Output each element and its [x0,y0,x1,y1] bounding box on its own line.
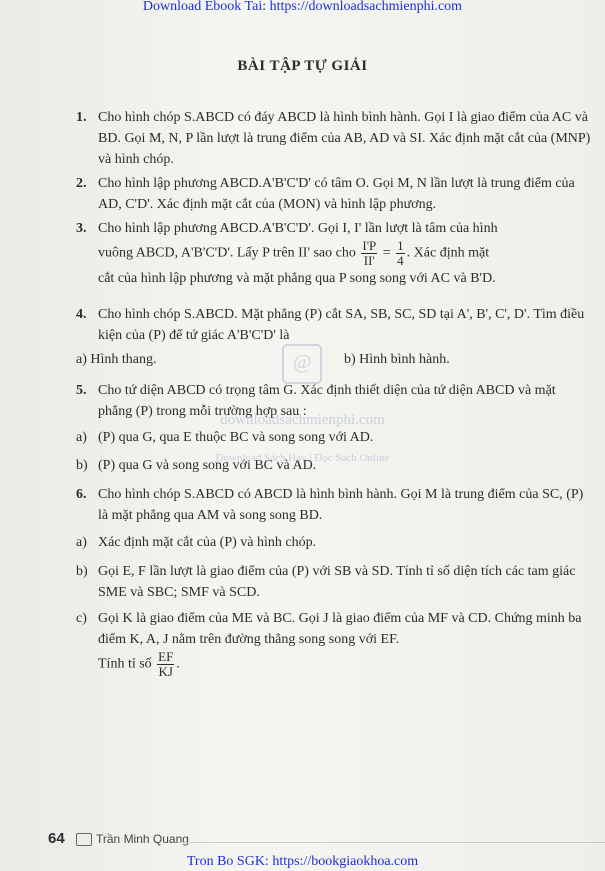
exercise-text: Cho hình chóp S.ABCD có đáy ABCD là hình bình hành. Gọi I là giao điểm của AC và BD. Gọi M, N, P lần lượt là trung điểm của AB, AD và SI. Xác định mặt cắt của (MNP) và hình chóp. [98,110,591,167]
exercise-number: 4. [76,307,87,322]
exercise-3 [76,218,591,289]
header-download-link[interactable]: Download Ebook Tai: https://downloadsachmienphi.com [142,0,463,14]
exercise-text: Cho hình lập phương ABCD.A'B'C'D'. Gọi I, I' lần lượt là tâm của hình vuông ABCD, A'B'C'D'. Lấy P trên II' sao cho $\frac{I'P}{II'}$ = $\frac{1}{4}$ . Xác định mặt cắt của hình lập phương và mặt phẳng qua P song song với AC và B'D. [98,221,498,286]
exercise-number: 3. [76,221,87,236]
exercise-text-part: Cho hình lập phương ABCD.A'B'C'D'. Gọi I, I' lần lượt là tâm của hình [98,221,498,236]
item-letter: a) [76,430,87,445]
item-text: (P) qua G, qua E thuộc BC và song song với AD. [98,430,374,445]
exercise-text-part: Xác định mặt [413,245,490,261]
watermark-text: downloadsachmienphi.com [220,412,385,428]
item-text: Gọi E, F lần lượt là giao điểm của (P) với SB và SD. Tính tỉ số diện tích các tam giác SME và SBC; SMF và SCD. [98,564,576,600]
exercise-text-part: vuông ABCD, A'B'C'D'. Lấy P trên II' sao cho [98,245,356,261]
page-number: 64 [48,830,65,847]
exercise-number: 2. [76,176,87,191]
watermark-subtext: Download Sách Hay | Đọc Sách Online [215,452,390,464]
exercise-number: 6. [76,487,87,502]
item-letter: c) [76,611,87,626]
exercise-text: Cho hình chóp S.ABCD. Mặt phẳng (P) cắt SA, SB, SC, SD tại A', B', C', D'. Tìm điều kiện của (P) để tứ giác A'B'C'D' là [98,307,585,343]
watermark-logo [282,344,322,384]
item-text: Gọi K là giao điểm của ME và BC. Gọi J là giao điểm của MF và CD. Chứng minh ba điểm K, A, J nằm trên đường thẳng song song với EF. Tính tỉ số $\frac{EF}{KJ}$ . [98,611,582,679]
item-text: (P) qua G và song song với BC và AD. [98,458,317,473]
fraction-numerator: EF [158,649,174,664]
item-letter: b) [76,564,88,579]
at-icon: @ [293,351,312,373]
exercise-text: Cho tứ diện ABCD có trọng tâm G. Xác định thiết diện của tứ diện ABCD và mặt phẳng (P) trong mỗi trường hợp sau : [98,383,556,419]
fraction [396,239,405,268]
fraction-numerator: I'P [362,238,377,253]
fraction [157,650,174,679]
book-icon [76,833,92,846]
item-text: Xác định mặt cắt của (P) và hình chóp. [98,535,317,550]
fraction-denominator: KJ [158,664,173,679]
fraction-denominator: 4 [397,253,404,268]
exercise-2 [76,173,591,215]
fraction-numerator: 1 [397,238,404,253]
footer-link[interactable]: Tron Bo SGK: https://bookgiaokhoa.com [186,854,419,869]
author-name: Trần Minh Quang [96,832,189,846]
exercise-4-options [76,349,591,370]
exercise-text-part: cắt của hình lập phương và mặt phẳng qua P song song với AC và B'D. [98,271,496,286]
item-text-part: Gọi K là giao điểm của ME và BC. Gọi J là giao điểm của MF và CD. Chứng minh ba điểm K, A, J nằm trên đường thẳng song song với EF. [98,611,582,647]
item-text-part: Tính tỉ số [98,656,152,672]
fraction [361,239,377,268]
exercise-text: Cho hình chóp S.ABCD có ABCD là hình bình hành. Gọi M là trung điểm của SC, (P) là mặt phẳng qua AM và song song BD. [98,487,584,523]
exercise-text: Cho hình lập phương ABCD.A'B'C'D' có tâm O. Gọi M, N lần lượt là trung điểm của AD, C'D'. Xác định mặt cắt của (MON) và hình lập phương. [98,176,575,212]
exercise-1 [76,107,591,170]
exercise-6-b [76,561,591,603]
item-letter: a) [76,535,87,550]
item-letter: b) [76,458,88,473]
exercise-6-a [76,532,591,553]
exercise-number: 1. [76,110,87,125]
exercise-6 [76,484,591,526]
fraction-denominator: II' [363,253,375,268]
exercise-4 [76,304,591,346]
page-title: BÀI TẬP TỰ GIẢI [237,58,368,74]
exercise-5-a [76,427,591,448]
page-footer [48,826,596,850]
exercise-number: 5. [76,383,87,398]
option-b: b) Hình bình hành. [344,352,450,367]
exercise-6-c [76,608,591,679]
footer-divider [178,842,605,843]
option-a: a) Hình thang. [76,352,157,367]
